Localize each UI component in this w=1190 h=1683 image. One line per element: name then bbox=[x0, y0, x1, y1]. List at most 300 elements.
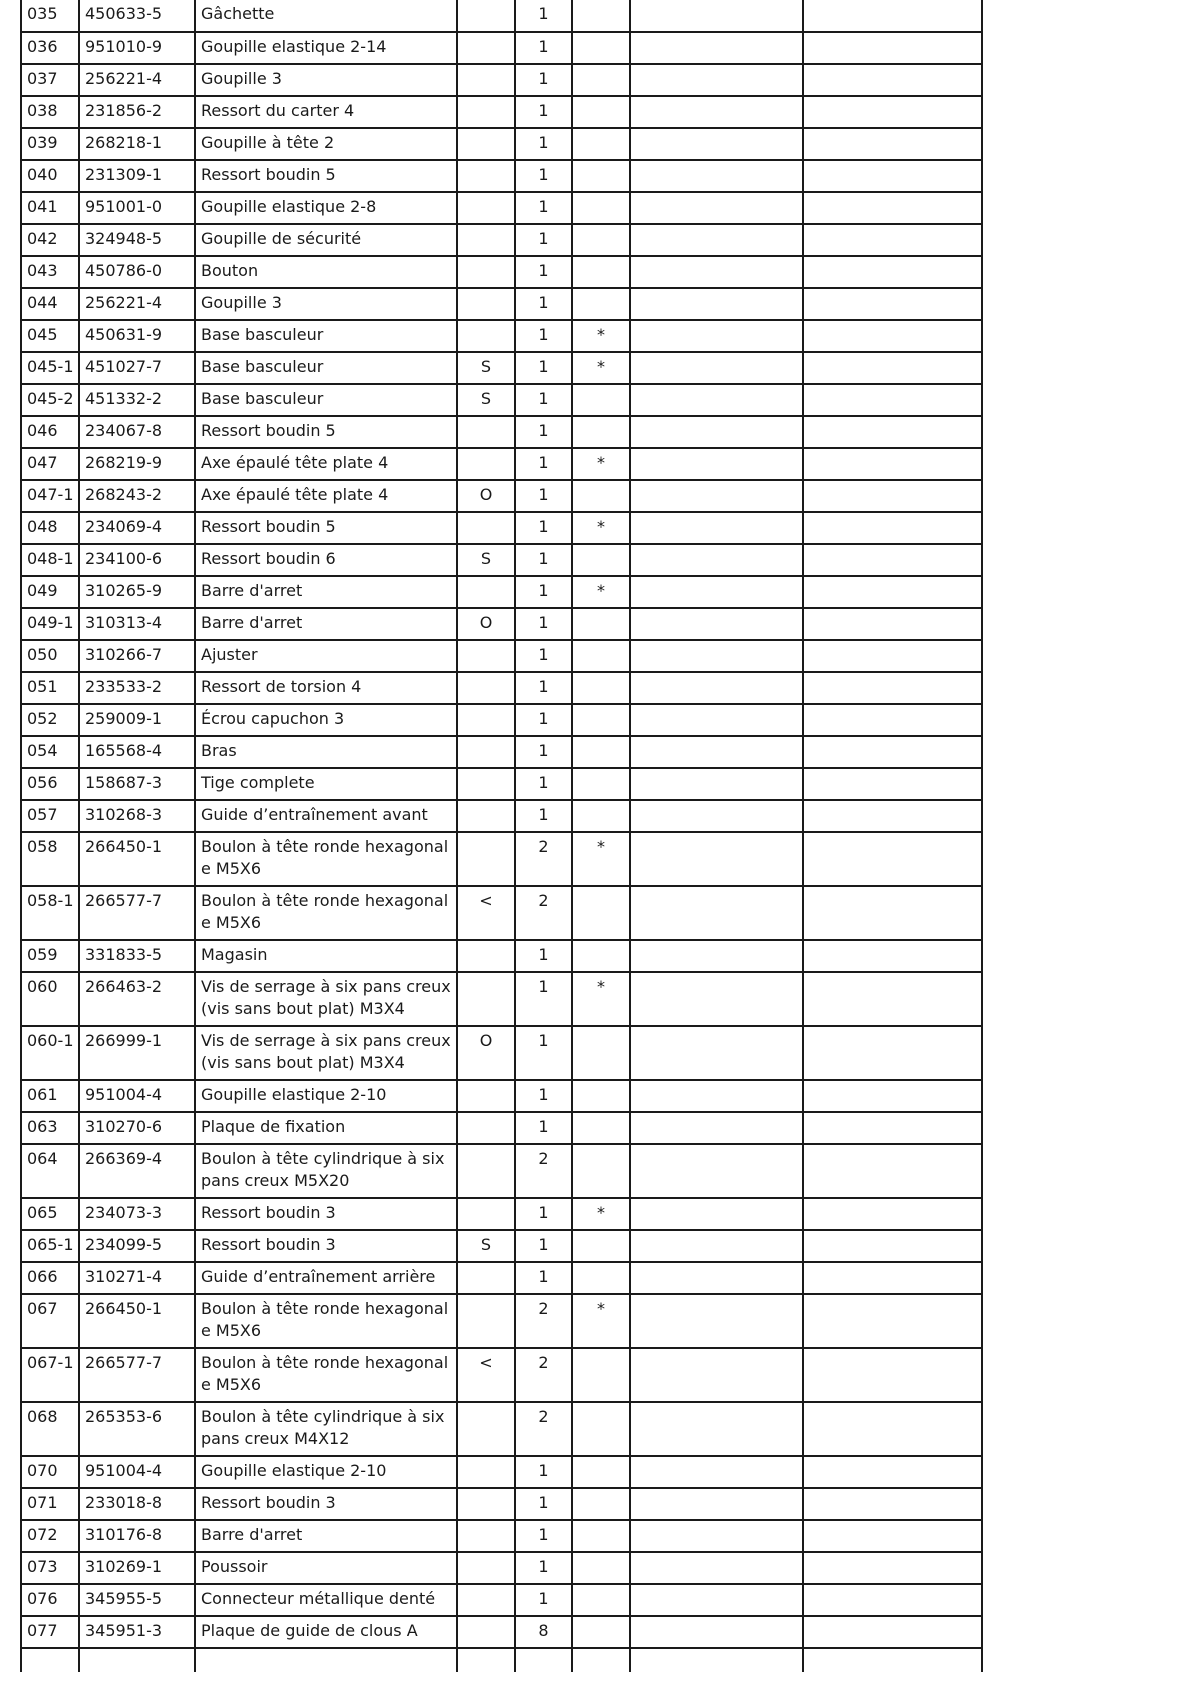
part-reference-cell: 165568-4 bbox=[79, 736, 195, 768]
item-number-cell: 070 bbox=[21, 1456, 79, 1488]
note-mark-cell bbox=[572, 768, 630, 800]
part-reference-cell: 268243-2 bbox=[79, 480, 195, 512]
part-reference-cell: 951010-9 bbox=[79, 32, 195, 64]
description-cell: Ressort boudin 3 bbox=[195, 1488, 457, 1520]
quantity-cell: 1 bbox=[515, 608, 572, 640]
empty-cell bbox=[803, 768, 982, 800]
description-cell: Ajuster bbox=[195, 640, 457, 672]
part-reference-cell: 310269-1 bbox=[79, 1552, 195, 1584]
note-mark-cell bbox=[572, 32, 630, 64]
item-number-cell: 067 bbox=[21, 1294, 79, 1348]
part-reference-cell: 331833-5 bbox=[79, 940, 195, 972]
quantity-cell: 1 bbox=[515, 64, 572, 96]
empty-cell bbox=[803, 1552, 982, 1584]
empty-cell bbox=[803, 1262, 982, 1294]
item-number-cell: 061 bbox=[21, 1080, 79, 1112]
item-number-cell: 076 bbox=[21, 1584, 79, 1616]
description-cell: Écrou capuchon 3 bbox=[195, 704, 457, 736]
item-number-cell: 037 bbox=[21, 64, 79, 96]
empty-cell bbox=[803, 886, 982, 940]
quantity-cell: 1 bbox=[515, 1456, 572, 1488]
quantity-cell: 1 bbox=[515, 1198, 572, 1230]
quantity-cell: 1 bbox=[515, 1230, 572, 1262]
note-mark-cell bbox=[572, 1262, 630, 1294]
empty-cell bbox=[630, 1488, 803, 1520]
note-mark-cell bbox=[572, 704, 630, 736]
empty-cell bbox=[630, 1552, 803, 1584]
change-code-cell bbox=[457, 1112, 515, 1144]
description-cell: Connecteur métallique denté bbox=[195, 1584, 457, 1616]
item-number-cell: 056 bbox=[21, 768, 79, 800]
part-reference-cell: 234099-5 bbox=[79, 1230, 195, 1262]
table-row bbox=[21, 480, 982, 512]
empty-cell bbox=[803, 940, 982, 972]
change-code-cell bbox=[457, 972, 515, 1026]
change-code-cell bbox=[457, 1616, 515, 1648]
item-number-cell: 047 bbox=[21, 448, 79, 480]
item-number-cell: 052 bbox=[21, 704, 79, 736]
empty-cell bbox=[630, 128, 803, 160]
part-reference-cell: 450786-0 bbox=[79, 256, 195, 288]
empty-cell bbox=[630, 544, 803, 576]
empty-cell bbox=[630, 1348, 803, 1402]
note-mark-cell bbox=[572, 736, 630, 768]
part-reference-cell: 268219-9 bbox=[79, 448, 195, 480]
description-cell: Ressort boudin 3 bbox=[195, 1198, 457, 1230]
item-number-cell: 047-1 bbox=[21, 480, 79, 512]
part-reference-cell: 266577-7 bbox=[79, 886, 195, 940]
quantity-cell: 1 bbox=[515, 480, 572, 512]
note-mark-cell bbox=[572, 672, 630, 704]
quantity-cell: 1 bbox=[515, 1112, 572, 1144]
change-code-cell bbox=[457, 704, 515, 736]
item-number-cell: 048-1 bbox=[21, 544, 79, 576]
description-cell: Goupille 3 bbox=[195, 288, 457, 320]
item-number-cell: 044 bbox=[21, 288, 79, 320]
note-mark-cell bbox=[572, 1230, 630, 1262]
table-row bbox=[21, 704, 982, 736]
quantity-cell: 1 bbox=[515, 192, 572, 224]
item-number-cell: 042 bbox=[21, 224, 79, 256]
change-code-cell: O bbox=[457, 480, 515, 512]
quantity-cell: 1 bbox=[515, 672, 572, 704]
note-mark-cell: * bbox=[572, 512, 630, 544]
empty-cell bbox=[803, 288, 982, 320]
quantity-cell: 1 bbox=[515, 448, 572, 480]
quantity-cell: 8 bbox=[515, 1616, 572, 1648]
empty-cell bbox=[630, 64, 803, 96]
item-number-cell: 065-1 bbox=[21, 1230, 79, 1262]
item-number-cell: 058 bbox=[21, 832, 79, 886]
empty-cell bbox=[630, 384, 803, 416]
parts-table bbox=[20, 0, 983, 1672]
item-number-cell: 050 bbox=[21, 640, 79, 672]
quantity-cell: 1 bbox=[515, 128, 572, 160]
empty-cell bbox=[803, 224, 982, 256]
description-cell: Poussoir bbox=[195, 1552, 457, 1584]
empty-cell bbox=[803, 1488, 982, 1520]
table-row bbox=[21, 832, 982, 886]
table-row-continuation bbox=[21, 1648, 982, 1672]
quantity-cell: 1 bbox=[515, 640, 572, 672]
table-row bbox=[21, 940, 982, 972]
empty-cell bbox=[630, 1144, 803, 1198]
note-mark-cell: * bbox=[572, 1294, 630, 1348]
part-reference-cell: 951001-0 bbox=[79, 192, 195, 224]
table-row bbox=[21, 1144, 982, 1198]
note-mark-cell bbox=[572, 1520, 630, 1552]
part-reference-cell: 266369-4 bbox=[79, 1144, 195, 1198]
part-reference-cell: 310266-7 bbox=[79, 640, 195, 672]
empty-cell bbox=[630, 672, 803, 704]
quantity-cell: 1 bbox=[515, 768, 572, 800]
empty-cell bbox=[630, 1080, 803, 1112]
empty-cell bbox=[572, 1648, 630, 1672]
note-mark-cell bbox=[572, 1080, 630, 1112]
quantity-cell: 1 bbox=[515, 972, 572, 1026]
part-reference-cell: 259009-1 bbox=[79, 704, 195, 736]
change-code-cell bbox=[457, 1488, 515, 1520]
table-row bbox=[21, 1262, 982, 1294]
note-mark-cell bbox=[572, 1144, 630, 1198]
item-number-cell: 058-1 bbox=[21, 886, 79, 940]
change-code-cell bbox=[457, 32, 515, 64]
item-number-cell: 054 bbox=[21, 736, 79, 768]
table-row bbox=[21, 672, 982, 704]
parts-table-body bbox=[21, 0, 982, 1672]
note-mark-cell: * bbox=[572, 972, 630, 1026]
note-mark-cell: * bbox=[572, 1198, 630, 1230]
description-cell: Goupille elastique 2-8 bbox=[195, 192, 457, 224]
part-reference-cell: 310313-4 bbox=[79, 608, 195, 640]
empty-cell bbox=[630, 352, 803, 384]
empty-cell bbox=[515, 1648, 572, 1672]
empty-cell bbox=[803, 832, 982, 886]
change-code-cell bbox=[457, 256, 515, 288]
description-cell: Ressort boudin 3 bbox=[195, 1230, 457, 1262]
part-reference-cell: 451027-7 bbox=[79, 352, 195, 384]
table-row bbox=[21, 1456, 982, 1488]
quantity-cell: 1 bbox=[515, 32, 572, 64]
empty-cell bbox=[803, 1230, 982, 1262]
empty-cell bbox=[803, 512, 982, 544]
empty-cell bbox=[803, 448, 982, 480]
empty-cell bbox=[630, 512, 803, 544]
change-code-cell bbox=[457, 224, 515, 256]
empty-cell bbox=[803, 640, 982, 672]
description-cell: Ressort boudin 5 bbox=[195, 160, 457, 192]
table-row bbox=[21, 320, 982, 352]
table-row bbox=[21, 128, 982, 160]
note-mark-cell bbox=[572, 940, 630, 972]
note-mark-cell: * bbox=[572, 320, 630, 352]
empty-cell bbox=[803, 384, 982, 416]
empty-cell bbox=[630, 1198, 803, 1230]
item-number-cell: 064 bbox=[21, 1144, 79, 1198]
part-reference-cell: 233018-8 bbox=[79, 1488, 195, 1520]
note-mark-cell bbox=[572, 384, 630, 416]
empty-cell bbox=[803, 1080, 982, 1112]
table-row bbox=[21, 1488, 982, 1520]
item-number-cell: 067-1 bbox=[21, 1348, 79, 1402]
table-row bbox=[21, 576, 982, 608]
empty-cell bbox=[630, 416, 803, 448]
empty-cell bbox=[803, 736, 982, 768]
empty-cell bbox=[803, 608, 982, 640]
note-mark-cell bbox=[572, 96, 630, 128]
part-reference-cell: 951004-4 bbox=[79, 1456, 195, 1488]
note-mark-cell bbox=[572, 160, 630, 192]
empty-cell bbox=[630, 608, 803, 640]
item-number-cell: 068 bbox=[21, 1402, 79, 1456]
part-reference-cell: 266999-1 bbox=[79, 1026, 195, 1080]
empty-cell bbox=[630, 224, 803, 256]
table-row bbox=[21, 64, 982, 96]
change-code-cell: < bbox=[457, 886, 515, 940]
empty-cell bbox=[803, 64, 982, 96]
quantity-cell: 1 bbox=[515, 160, 572, 192]
table-row bbox=[21, 224, 982, 256]
empty-cell bbox=[803, 0, 982, 32]
quantity-cell: 1 bbox=[515, 384, 572, 416]
item-number-cell: 045-2 bbox=[21, 384, 79, 416]
change-code-cell bbox=[457, 0, 515, 32]
quantity-cell: 1 bbox=[515, 1262, 572, 1294]
empty-cell bbox=[803, 160, 982, 192]
part-reference-cell: 951004-4 bbox=[79, 1080, 195, 1112]
quantity-cell: 2 bbox=[515, 1348, 572, 1402]
empty-cell bbox=[630, 640, 803, 672]
table-row bbox=[21, 1112, 982, 1144]
empty-cell bbox=[803, 32, 982, 64]
change-code-cell bbox=[457, 512, 515, 544]
item-number-cell: 059 bbox=[21, 940, 79, 972]
part-reference-cell: 266577-7 bbox=[79, 1348, 195, 1402]
description-cell: Goupille elastique 2-14 bbox=[195, 32, 457, 64]
note-mark-cell bbox=[572, 416, 630, 448]
description-cell: Base basculeur bbox=[195, 320, 457, 352]
empty-cell bbox=[803, 800, 982, 832]
note-mark-cell bbox=[572, 1112, 630, 1144]
description-cell: Base basculeur bbox=[195, 352, 457, 384]
quantity-cell: 2 bbox=[515, 1144, 572, 1198]
note-mark-cell bbox=[572, 1348, 630, 1402]
table-row bbox=[21, 0, 982, 32]
item-number-cell: 072 bbox=[21, 1520, 79, 1552]
description-cell: Barre d'arret bbox=[195, 1520, 457, 1552]
quantity-cell: 1 bbox=[515, 1026, 572, 1080]
change-code-cell bbox=[457, 1144, 515, 1198]
quantity-cell: 1 bbox=[515, 1080, 572, 1112]
note-mark-cell bbox=[572, 64, 630, 96]
change-code-cell: < bbox=[457, 1348, 515, 1402]
change-code-cell bbox=[457, 288, 515, 320]
description-cell: Vis de serrage à six pans creux (vis sans bout plat) M3X4 bbox=[195, 972, 457, 1026]
quantity-cell: 1 bbox=[515, 940, 572, 972]
quantity-cell: 1 bbox=[515, 704, 572, 736]
change-code-cell bbox=[457, 160, 515, 192]
description-cell: Ressort boudin 6 bbox=[195, 544, 457, 576]
empty-cell bbox=[803, 1648, 982, 1672]
note-mark-cell bbox=[572, 640, 630, 672]
part-reference-cell: 158687-3 bbox=[79, 768, 195, 800]
part-reference-cell: 233533-2 bbox=[79, 672, 195, 704]
change-code-cell bbox=[457, 416, 515, 448]
note-mark-cell bbox=[572, 1026, 630, 1080]
item-number-cell: 066 bbox=[21, 1262, 79, 1294]
empty-cell bbox=[803, 1402, 982, 1456]
change-code-cell bbox=[457, 940, 515, 972]
note-mark-cell bbox=[572, 608, 630, 640]
item-number-cell: 049-1 bbox=[21, 608, 79, 640]
item-number-cell: 041 bbox=[21, 192, 79, 224]
empty-cell bbox=[457, 1648, 515, 1672]
table-row bbox=[21, 1584, 982, 1616]
change-code-cell bbox=[457, 1294, 515, 1348]
table-row bbox=[21, 512, 982, 544]
description-cell: Bouton bbox=[195, 256, 457, 288]
empty-cell bbox=[803, 704, 982, 736]
note-mark-cell bbox=[572, 1616, 630, 1648]
item-number-cell: 038 bbox=[21, 96, 79, 128]
empty-cell bbox=[630, 480, 803, 512]
quantity-cell: 1 bbox=[515, 0, 572, 32]
part-reference-cell: 266450-1 bbox=[79, 1294, 195, 1348]
empty-cell bbox=[803, 1520, 982, 1552]
quantity-cell: 1 bbox=[515, 800, 572, 832]
empty-cell bbox=[803, 1294, 982, 1348]
table-row bbox=[21, 416, 982, 448]
part-reference-cell: 310176-8 bbox=[79, 1520, 195, 1552]
empty-cell bbox=[630, 320, 803, 352]
note-mark-cell bbox=[572, 544, 630, 576]
note-mark-cell bbox=[572, 800, 630, 832]
empty-cell bbox=[803, 352, 982, 384]
description-cell: Guide d’entraînement arrière bbox=[195, 1262, 457, 1294]
note-mark-cell: * bbox=[572, 352, 630, 384]
change-code-cell bbox=[457, 832, 515, 886]
description-cell: Base basculeur bbox=[195, 384, 457, 416]
part-reference-cell: 310268-3 bbox=[79, 800, 195, 832]
empty-cell bbox=[803, 1584, 982, 1616]
quantity-cell: 1 bbox=[515, 416, 572, 448]
note-mark-cell: * bbox=[572, 576, 630, 608]
table-row bbox=[21, 640, 982, 672]
description-cell: Ressort boudin 5 bbox=[195, 512, 457, 544]
change-code-cell bbox=[457, 1584, 515, 1616]
item-number-cell: 035 bbox=[21, 0, 79, 32]
parts-list-page bbox=[20, 0, 981, 1683]
empty-cell bbox=[630, 1026, 803, 1080]
item-number-cell: 060-1 bbox=[21, 1026, 79, 1080]
change-code-cell: O bbox=[457, 608, 515, 640]
empty-cell bbox=[630, 1616, 803, 1648]
table-row bbox=[21, 544, 982, 576]
description-cell: Barre d'arret bbox=[195, 576, 457, 608]
table-row bbox=[21, 96, 982, 128]
table-row bbox=[21, 800, 982, 832]
description-cell: Goupille 3 bbox=[195, 64, 457, 96]
item-number-cell: 063 bbox=[21, 1112, 79, 1144]
change-code-cell: S bbox=[457, 544, 515, 576]
empty-cell bbox=[630, 1294, 803, 1348]
description-cell: Boulon à tête cylindrique à six pans creux M5X20 bbox=[195, 1144, 457, 1198]
change-code-cell bbox=[457, 192, 515, 224]
quantity-cell: 1 bbox=[515, 320, 572, 352]
part-reference-cell: 310271-4 bbox=[79, 1262, 195, 1294]
table-row bbox=[21, 886, 982, 940]
change-code-cell bbox=[457, 320, 515, 352]
description-cell: Ressort de torsion 4 bbox=[195, 672, 457, 704]
change-code-cell bbox=[457, 672, 515, 704]
table-row bbox=[21, 608, 982, 640]
quantity-cell: 1 bbox=[515, 544, 572, 576]
empty-cell bbox=[803, 1456, 982, 1488]
table-row bbox=[21, 1520, 982, 1552]
note-mark-cell: * bbox=[572, 832, 630, 886]
description-cell: Ressort du carter 4 bbox=[195, 96, 457, 128]
part-reference-cell: 234100-6 bbox=[79, 544, 195, 576]
part-reference-cell: 256221-4 bbox=[79, 288, 195, 320]
part-reference-cell: 231309-1 bbox=[79, 160, 195, 192]
description-cell: Plaque de fixation bbox=[195, 1112, 457, 1144]
item-number-cell: 077 bbox=[21, 1616, 79, 1648]
part-reference-cell: 234069-4 bbox=[79, 512, 195, 544]
description-cell: Gâchette bbox=[195, 0, 457, 32]
description-cell: Boulon à tête ronde hexagonale M5X6 bbox=[195, 1348, 457, 1402]
item-number-cell: 045-1 bbox=[21, 352, 79, 384]
table-row bbox=[21, 288, 982, 320]
empty-cell bbox=[630, 736, 803, 768]
item-number-cell: 071 bbox=[21, 1488, 79, 1520]
empty-cell bbox=[803, 1616, 982, 1648]
empty-cell bbox=[21, 1648, 79, 1672]
item-number-cell: 060 bbox=[21, 972, 79, 1026]
table-row bbox=[21, 384, 982, 416]
part-reference-cell: 450631-9 bbox=[79, 320, 195, 352]
empty-cell bbox=[630, 886, 803, 940]
quantity-cell: 1 bbox=[515, 352, 572, 384]
item-number-cell: 043 bbox=[21, 256, 79, 288]
empty-cell bbox=[630, 1648, 803, 1672]
quantity-cell: 1 bbox=[515, 512, 572, 544]
note-mark-cell bbox=[572, 288, 630, 320]
empty-cell bbox=[630, 940, 803, 972]
empty-cell bbox=[803, 96, 982, 128]
change-code-cell: S bbox=[457, 352, 515, 384]
empty-cell bbox=[803, 480, 982, 512]
part-reference-cell: 265353-6 bbox=[79, 1402, 195, 1456]
item-number-cell: 040 bbox=[21, 160, 79, 192]
quantity-cell: 1 bbox=[515, 1488, 572, 1520]
part-reference-cell: 268218-1 bbox=[79, 128, 195, 160]
quantity-cell: 2 bbox=[515, 1402, 572, 1456]
note-mark-cell bbox=[572, 224, 630, 256]
description-cell: Goupille elastique 2-10 bbox=[195, 1456, 457, 1488]
change-code-cell bbox=[457, 1198, 515, 1230]
empty-cell bbox=[803, 972, 982, 1026]
empty-cell bbox=[630, 256, 803, 288]
description-cell: Boulon à tête ronde hexagonale M5X6 bbox=[195, 1294, 457, 1348]
note-mark-cell bbox=[572, 0, 630, 32]
part-reference-cell: 231856-2 bbox=[79, 96, 195, 128]
change-code-cell bbox=[457, 1402, 515, 1456]
empty-cell bbox=[630, 704, 803, 736]
empty-cell bbox=[630, 1262, 803, 1294]
table-row bbox=[21, 1026, 982, 1080]
note-mark-cell bbox=[572, 192, 630, 224]
note-mark-cell: * bbox=[572, 448, 630, 480]
